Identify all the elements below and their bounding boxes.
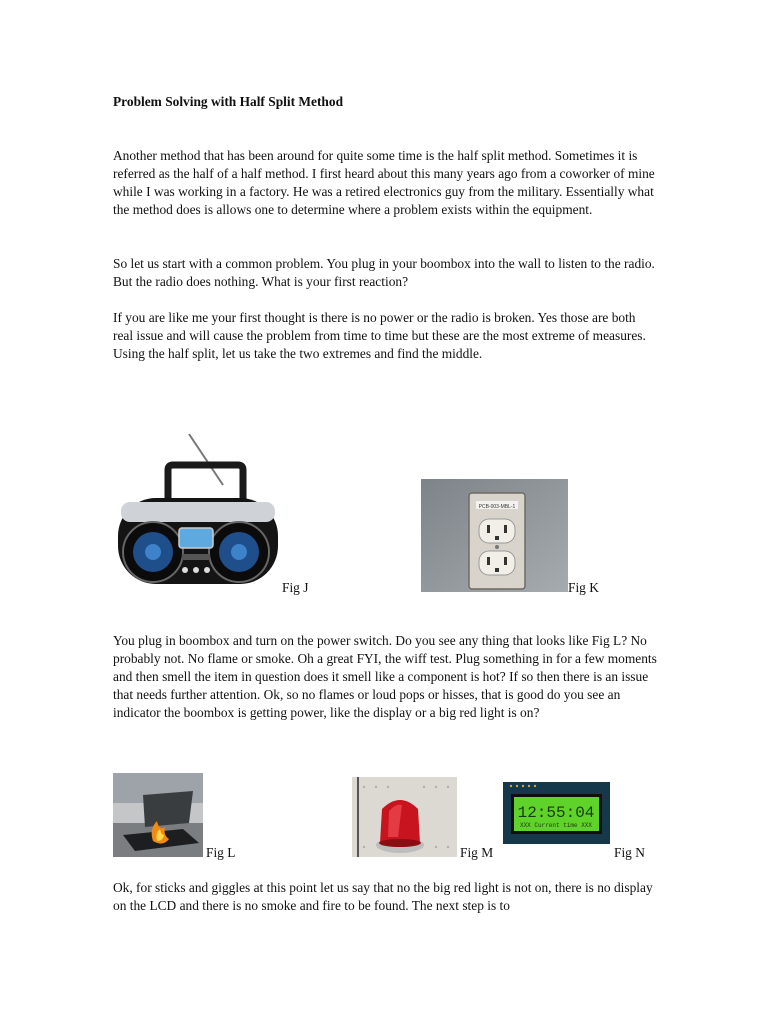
figure-l-caption: Fig L (206, 845, 236, 860)
outlet-icon (421, 479, 568, 592)
figure-n-lcd-image (503, 782, 610, 844)
figure-k-caption: Fig K (568, 580, 599, 595)
outlet-plate-label: PCB-003-MBL-1 (478, 504, 516, 510)
figure-m-red-light-image (352, 777, 457, 857)
figure-m-caption: Fig M (460, 845, 494, 860)
paragraph-reaction: If you are like me your first thought is there is no power or the radio is broken. Yes those are both real issue and will cause the problem from time to time but these are the most extreme of measures. Using the half split, let us take the two extremes and find the middle. (113, 310, 646, 361)
red-light-icon (352, 777, 457, 857)
boombox-icon (113, 430, 283, 590)
paragraph-power-check: You plug in boombox and turn on the power switch. Do you see any thing that looks like Fig L? No probably not. No flame or smoke. Oh a great FYI, the wiff test. Plug something in for a few moments and then smell the item in question does it smell like a component is hot? If so then there is an issue that needs further attention. Ok, so no flames or loud pops or hisses, that is good do you see an indicator the boombox is getting power, like the display or a big red light is on? (113, 633, 657, 720)
figure-l-fire-image (113, 773, 203, 857)
lcd-display-icon (503, 782, 610, 844)
figure-j-boombox-image (113, 430, 283, 590)
paragraph-intro: Another method that has been around for quite some time is the half split method. Sometimes it is referred as the half of a half method. I first heard about this many years ago from a coworker of mine while I was working in a factory. He was a retired electronics guy from the military. Essentially what the method does is allows one to determine where a problem exists within the equipment. (113, 148, 655, 217)
figure-j-caption: Fig J (282, 580, 309, 595)
lcd-caption-text: XXX Current time XXX (519, 822, 593, 829)
paragraph-next-step: Ok, for sticks and giggles at this point let us say that no the big red light is not on, there is no display on the LCD and there is no smoke and fire to be found. The next step is to (113, 880, 653, 913)
laptop-fire-icon (113, 773, 203, 857)
figure-n-caption: Fig N (614, 845, 645, 860)
paragraph-problem: So let us start with a common problem. You plug in your boombox into the wall to listen to the radio. But the radio does nothing. What is your first reaction? (113, 256, 655, 289)
document-title: Problem Solving with Half Split Method (113, 94, 344, 109)
figure-k-outlet-image (421, 479, 568, 592)
lcd-time-text: 12:55:04 (517, 804, 595, 822)
